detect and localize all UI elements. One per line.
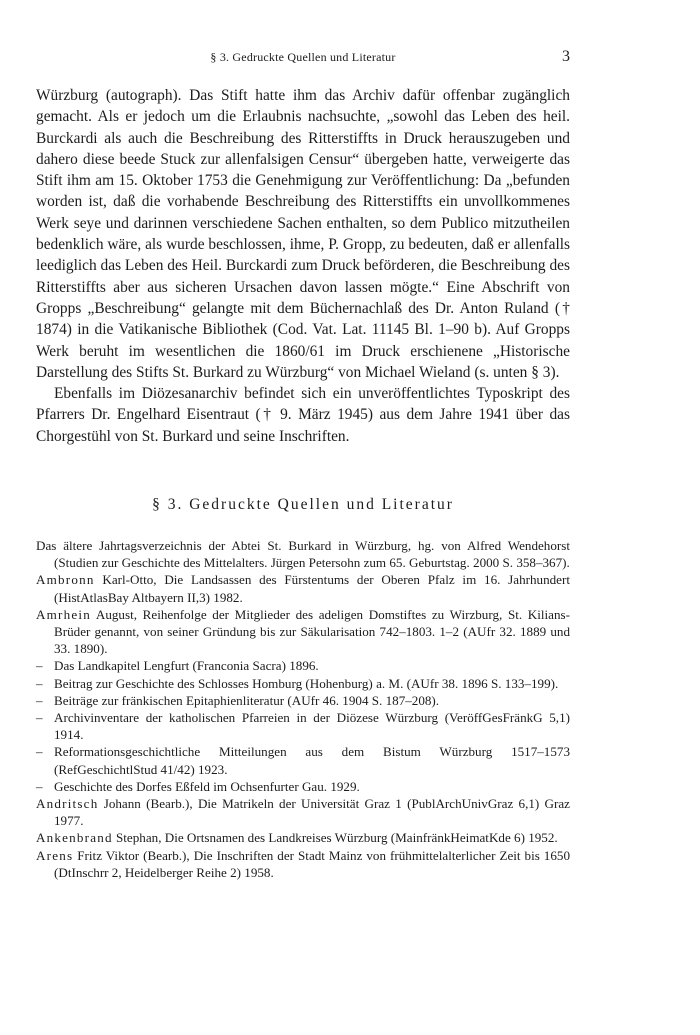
entry-text: Beiträge zur fränkischen Epitaphienliteratur (AUfr 46. 1904 S. 187–208). bbox=[54, 692, 440, 708]
bibliography-entry bbox=[36, 743, 570, 777]
section-heading: § 3. Gedruckte Quellen und Literatur bbox=[152, 496, 454, 513]
bibliography-entry bbox=[36, 675, 570, 692]
entry-author: Arens bbox=[36, 847, 74, 863]
ditto-dash: – bbox=[36, 744, 43, 760]
ditto-dash: – bbox=[36, 778, 43, 794]
bibliography-entry bbox=[36, 795, 570, 829]
body-text bbox=[36, 85, 570, 447]
entry-text: Das Landkapitel Lengfurt (Franconia Sacra) 1896. bbox=[54, 658, 319, 674]
entry-text: Archivinventare der katholischen Pfarreien in der Diözese Würzburg (VeröffGesFränkG 5,1) 1914. bbox=[54, 710, 570, 743]
bibliography-list bbox=[36, 537, 570, 881]
bibliography-entry bbox=[36, 657, 570, 674]
paragraph: Ebenfalls im Diözesanarchiv befindet sich ein unveröffentlichtes Typoskript des Pfarrers Dr. Engelhard Eisentraut († 9. März 1945) aus dem Jahre 1941 über das Chorgestühl von St. Burkard und seine Inschriften. bbox=[36, 385, 570, 445]
paragraph: Würzburg (autograph). Das Stift hatte ihm das Archiv dafür offenbar zugänglich gemacht. Als er jedoch um die Erlaubnis nachsuchte, „sowohl das Leben des heil. Burckardi als auch die Beschreibung des Ritterstiffts in Druck herauszugeben und dahero diese beede Stuck zur allenfalsigen Censur“ übergeben hatte, verweigerte das Stift ihm am 15. Oktober 1753 die Genehmigung zur Veröffentlichung: Da „befunden worden ist, daß die vorhabende Beschreibung des Ritterstiffts ein unvollkommenes Werk seye und darinnen verschiedene Sachen enthalten, so dem Publico mitzutheilen bedenklich wäre, als wurde beschlossen, ihme, P. Gropp, zu bedeuten, daß er allenfalls leediglich das Leben des Heil. Burckardi zum Druck beförderen, die Beschreibung des Ritterstiffts aber aus sicheren Ursachen davon lassen mögte.“ Eine Abschrift von Gropps „Beschreibung“ gelangte mit dem Büchernachlaß des Dr. Anton Ruland († 1874) in die Vatikanische Bibliothek (Cod. Vat. Lat. 11145 Bl. 1–90 b). Auf Gropps Werk beruht im wesentlichen die 1860/61 im Druck erschienene „Historische Darstellung des Stifts St. Burkard zu Würzburg“ von Michael Wieland (s. unten § 3). bbox=[36, 87, 570, 381]
ditto-dash: – bbox=[36, 675, 43, 691]
entry-author: Ankenbrand bbox=[36, 830, 113, 846]
bibliography-entry bbox=[36, 537, 570, 571]
entry-text: Das ältere Jahrtagsverzeichnis der Abtei St. Burkard in Würzburg, hg. von Alfred Wendehorst (Studien zur Geschichte des Mittelalters. Jürgen Petersohn zum 65. Geburtstag. 2000 S. 358–367). bbox=[36, 538, 570, 571]
entry-text: Beitrag zur Geschichte des Schlosses Homburg (Hohenburg) a. M. (AUfr 38. 1896 S. 133–199). bbox=[54, 675, 559, 691]
entry-text: Reformationsgeschichtliche Mitteilungen aus dem Bistum Würzburg 1517–1573 (RefGeschichtlStud 41/42) 1923. bbox=[54, 744, 570, 777]
bibliography-entry bbox=[36, 692, 570, 709]
bibliography-entry bbox=[36, 606, 570, 658]
bibliography-entry bbox=[36, 778, 570, 795]
bibliography-entry bbox=[36, 709, 570, 743]
bibliography-entry bbox=[36, 571, 570, 605]
running-header: § 3. Gedruckte Quellen und Literatur bbox=[210, 50, 396, 64]
entry-text: Geschichte des Dorfes Eßfeld im Ochsenfurter Gau. 1929. bbox=[54, 778, 360, 794]
page-number: 3 bbox=[562, 48, 570, 65]
entry-author: Ambronn bbox=[36, 572, 95, 588]
ditto-dash: – bbox=[36, 692, 43, 708]
entry-text: Stephan, Die Ortsnamen des Landkreises Würzburg (MainfränkHeimatKde 6) 1952. bbox=[112, 830, 558, 846]
bibliography-entry bbox=[36, 847, 570, 881]
ditto-dash: – bbox=[36, 710, 43, 726]
bibliography-entry bbox=[36, 829, 570, 846]
entry-text: August, Reihenfolge der Mitglieder des adeligen Domstiftes zu Wirzburg, St. Kilians-Brüder genannt, von seiner Gründung bis zur Säkularisation 742–1803. 1–2 (AUfr 32. 1889 und 33. 1890). bbox=[54, 606, 570, 657]
entry-text: Fritz Viktor (Bearb.), Die Inschriften der Stadt Mainz von frühmittelalterlicher Zeit bis 1650 (DtInschrr 2, Heidelberger Reihe 2) 1958. bbox=[54, 847, 570, 880]
entry-text: Johann (Bearb.), Die Matrikeln der Universität Graz 1 (PublArchUnivGraz 6,1) Graz 1977. bbox=[54, 796, 570, 829]
entry-author: Andritsch bbox=[36, 796, 99, 812]
entry-text: Karl-Otto, Die Landsassen des Fürstentums der Oberen Pfalz im 16. Jahrhundert (HistAtlasBay Altbayern II,3) 1982. bbox=[54, 572, 570, 605]
ditto-dash: – bbox=[36, 658, 43, 674]
entry-author: Amrhein bbox=[36, 606, 91, 622]
